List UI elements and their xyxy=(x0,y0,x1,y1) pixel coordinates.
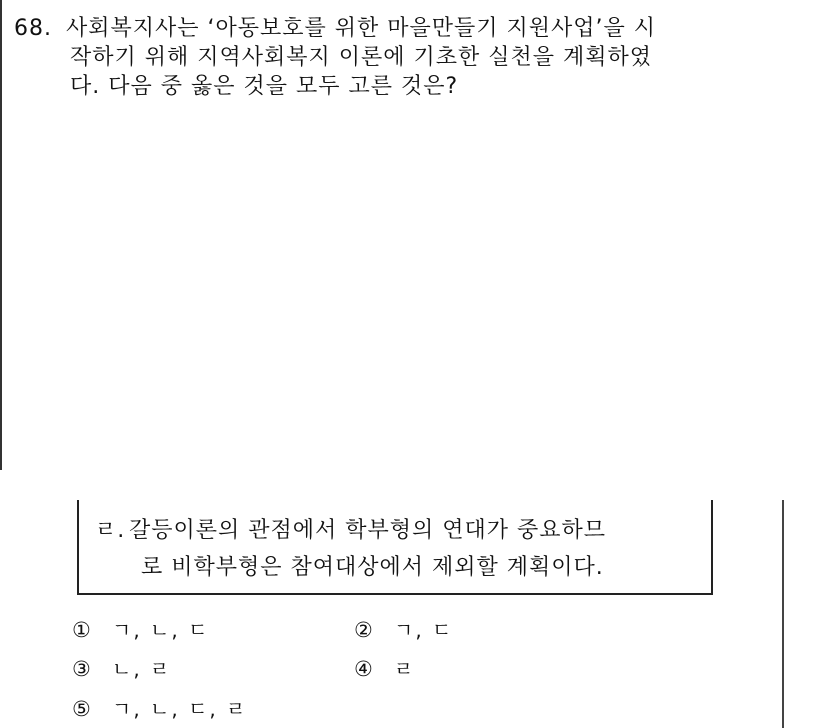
option-text: ㄱ, ㄴ, ㄷ, ㄹ xyxy=(112,697,248,721)
question-line-1 xyxy=(14,14,774,43)
condition-item-label: ㄹ. xyxy=(95,518,126,543)
answer-option-2[interactable] xyxy=(354,617,453,643)
condition-item-text-2: 로 비학부형은 참여대상에서 제외할 계획이다. xyxy=(141,555,604,580)
question-line-3: 다. 다음 중 옳은 것을 모두 고른 것은? xyxy=(70,74,459,99)
question-block xyxy=(14,14,774,101)
answer-option-3[interactable] xyxy=(72,656,171,682)
right-column-rule xyxy=(782,500,784,728)
option-marker: ③ xyxy=(72,657,93,681)
condition-item-text-1: 갈등이론의 관점에서 학부형의 연대가 중요하므 xyxy=(129,518,607,543)
option-marker: ① xyxy=(72,618,93,642)
option-marker: ⑤ xyxy=(72,697,93,721)
answer-option-4[interactable] xyxy=(354,656,415,682)
option-marker: ④ xyxy=(354,657,375,681)
option-text: ㄱ, ㄴ, ㄷ xyxy=(112,618,210,642)
left-column-rule xyxy=(0,0,2,470)
question-text-1: 사회복지사는 ‘아동보호를 위한 마을만들기 지원사업’을 시 xyxy=(66,16,657,41)
option-text: ㄴ, ㄹ xyxy=(112,657,172,681)
condition-item-d xyxy=(95,512,606,586)
question-number: 68. xyxy=(14,16,52,41)
answer-option-1[interactable] xyxy=(72,617,209,643)
answer-option-5[interactable] xyxy=(72,696,247,722)
option-text: ㄱ, ㄷ xyxy=(394,618,454,642)
option-marker: ② xyxy=(354,618,375,642)
question-line-2: 작하기 위해 지역사회복지 이론에 기초한 실천을 계획하였 xyxy=(70,45,653,70)
condition-box xyxy=(77,500,713,595)
option-text: ㄹ xyxy=(394,657,416,681)
